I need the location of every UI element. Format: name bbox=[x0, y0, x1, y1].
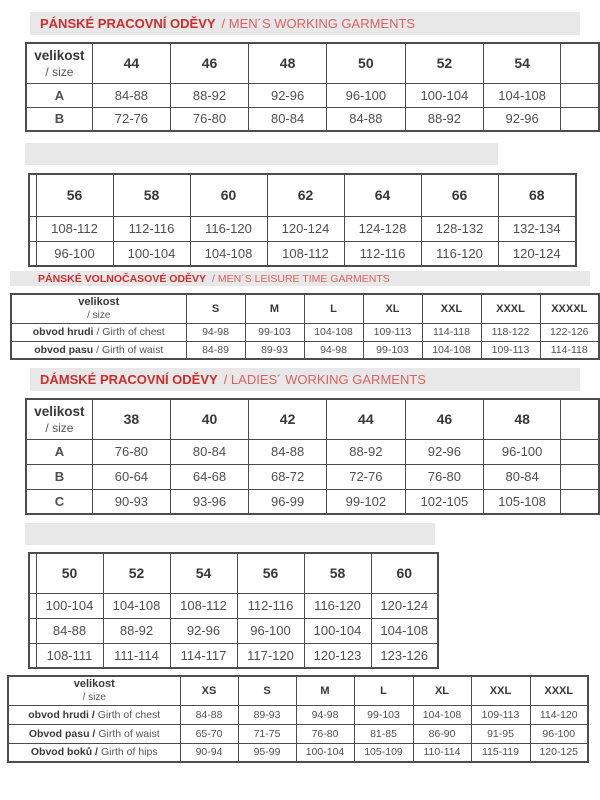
separator-bar bbox=[25, 143, 498, 165]
size-cell: XL bbox=[363, 294, 422, 323]
size-cell: XS bbox=[180, 676, 238, 705]
size-cell: 58 bbox=[113, 174, 190, 216]
value-cell: 120-125 bbox=[530, 743, 588, 762]
size-header-cell bbox=[26, 43, 92, 83]
row-label: C bbox=[26, 489, 92, 514]
row-label: A bbox=[26, 439, 92, 464]
value-cell: 112-116 bbox=[113, 216, 190, 241]
row-label: A bbox=[26, 83, 92, 107]
value-cell: 118-122 bbox=[481, 323, 540, 341]
size-cell: 60 bbox=[190, 174, 267, 216]
men-working-table-part1 bbox=[25, 42, 600, 132]
row-label: B bbox=[26, 107, 92, 131]
value-cell: 94-98 bbox=[186, 323, 245, 341]
value-cell: 95-99 bbox=[238, 743, 296, 762]
value-cell: 120-124 bbox=[267, 216, 344, 241]
measure-label: Obvod boků / Girth of hips bbox=[8, 743, 180, 762]
ladies-working-table-part2 bbox=[28, 552, 439, 669]
value-cell: 104-108 bbox=[413, 705, 471, 724]
value-cell: 64-68 bbox=[170, 464, 248, 489]
value-cell: 108-112 bbox=[36, 216, 113, 241]
value-cell: 84-88 bbox=[36, 618, 103, 643]
value-cell: 114-117 bbox=[170, 643, 237, 668]
value-cell: 89-93 bbox=[238, 705, 296, 724]
value-cell: 100-104 bbox=[36, 593, 103, 618]
size-header-en: / size bbox=[45, 65, 74, 80]
size-cell: 42 bbox=[249, 399, 327, 439]
cut-cell bbox=[29, 174, 36, 216]
men-working-title-en: / MEN´S WORKING GARMENTS bbox=[221, 16, 416, 31]
value-cell: 99-103 bbox=[363, 341, 422, 359]
value-cell: 96-100 bbox=[484, 439, 561, 464]
value-cell: 84-88 bbox=[327, 107, 405, 131]
size-cell: 50 bbox=[36, 553, 103, 593]
value-cell: 115-119 bbox=[471, 743, 530, 762]
size-header-en: / size bbox=[87, 309, 111, 321]
size-cell: 46 bbox=[405, 399, 484, 439]
size-cell: 66 bbox=[421, 174, 498, 216]
row-label: B bbox=[26, 464, 92, 489]
size-cell: 44 bbox=[327, 399, 405, 439]
size-cell: 56 bbox=[36, 174, 113, 216]
value-cell: 104-108 bbox=[304, 323, 363, 341]
value-cell: 72-76 bbox=[327, 464, 405, 489]
size-cell: 60 bbox=[371, 553, 438, 593]
value-cell: 102-105 bbox=[405, 489, 484, 514]
size-cell: 56 bbox=[237, 553, 304, 593]
size-cell: XXXXL bbox=[540, 294, 599, 323]
size-cell: 50 bbox=[327, 43, 405, 83]
size-cell: S bbox=[186, 294, 245, 323]
measure-label: obvod hrudi / Girth of chest bbox=[8, 705, 180, 724]
value-cell: 96-100 bbox=[530, 724, 588, 743]
value-cell: 71-75 bbox=[238, 724, 296, 743]
value-cell: 99-102 bbox=[327, 489, 405, 514]
cut-cell bbox=[29, 618, 36, 643]
value-cell: 104-108 bbox=[371, 618, 438, 643]
value-cell: 86-90 bbox=[413, 724, 471, 743]
value-cell: 110-114 bbox=[413, 743, 471, 762]
value-cell: 112-116 bbox=[237, 593, 304, 618]
ladies-working-title-cs: DÁMSKÉ PRACOVNÍ ODĚVY bbox=[40, 372, 218, 387]
value-cell: 120-123 bbox=[304, 643, 371, 668]
separator-bar bbox=[25, 523, 435, 545]
size-header-cell bbox=[8, 676, 180, 705]
cut-cell bbox=[29, 643, 36, 668]
size-header-en: / size bbox=[45, 421, 74, 436]
value-cell: 91-95 bbox=[471, 724, 530, 743]
size-cell: XXXL bbox=[530, 676, 588, 705]
measure-label: obvod pasu / Girth of waist bbox=[11, 341, 186, 359]
men-leisure-title-bar bbox=[10, 271, 590, 286]
value-cell: 128-132 bbox=[421, 216, 498, 241]
ladies-working-title-en: / LADIES´ WORKING GARMENTS bbox=[223, 372, 426, 387]
value-cell: 99-103 bbox=[245, 323, 304, 341]
value-cell: 109-113 bbox=[471, 705, 530, 724]
value-cell: 76-80 bbox=[296, 724, 354, 743]
men-working-title-cs: PÁNSKÉ PRACOVNÍ ODĚVY bbox=[40, 16, 216, 31]
value-cell: 111-114 bbox=[103, 643, 170, 668]
men-working-table-part2 bbox=[28, 173, 577, 267]
size-header-cs: velikost bbox=[34, 47, 85, 63]
size-header-cell bbox=[26, 399, 92, 439]
size-cell: 48 bbox=[249, 43, 327, 83]
value-cell: 114-118 bbox=[540, 341, 599, 359]
value-cell: 94-98 bbox=[304, 341, 363, 359]
size-cell: 58 bbox=[304, 553, 371, 593]
size-cell: M bbox=[296, 676, 354, 705]
cut-cell bbox=[561, 107, 599, 131]
size-cell: 68 bbox=[498, 174, 576, 216]
value-cell: 84-88 bbox=[249, 439, 327, 464]
value-cell: 108-112 bbox=[267, 241, 344, 266]
value-cell: 72-76 bbox=[92, 107, 170, 131]
value-cell: 76-80 bbox=[170, 107, 248, 131]
value-cell: 94-98 bbox=[296, 705, 354, 724]
size-header-cs: velikost bbox=[73, 678, 115, 691]
men-working-title-bar bbox=[30, 12, 580, 35]
size-header-en: / size bbox=[82, 691, 106, 703]
value-cell: 108-111 bbox=[36, 643, 103, 668]
value-cell: 105-108 bbox=[484, 489, 561, 514]
size-cell: 54 bbox=[170, 553, 237, 593]
size-header-cs: velikost bbox=[34, 403, 85, 419]
cut-cell bbox=[29, 593, 36, 618]
value-cell: 108-112 bbox=[170, 593, 237, 618]
size-cell: 52 bbox=[103, 553, 170, 593]
value-cell: 90-93 bbox=[92, 489, 170, 514]
value-cell: 100-104 bbox=[405, 83, 484, 107]
cut-cell bbox=[29, 216, 36, 241]
value-cell: 92-96 bbox=[249, 83, 327, 107]
men-leisure-table bbox=[10, 293, 600, 360]
value-cell: 99-103 bbox=[354, 705, 413, 724]
value-cell: 100-104 bbox=[296, 743, 354, 762]
size-cell: XXL bbox=[471, 676, 530, 705]
value-cell: 96-100 bbox=[327, 83, 405, 107]
size-header-cs: velikost bbox=[78, 296, 120, 309]
value-cell: 132-134 bbox=[498, 216, 576, 241]
value-cell: 116-120 bbox=[190, 216, 267, 241]
value-cell: 60-64 bbox=[92, 464, 170, 489]
value-cell: 84-89 bbox=[186, 341, 245, 359]
value-cell: 116-120 bbox=[304, 593, 371, 618]
size-cell: L bbox=[354, 676, 413, 705]
men-leisure-title-en: / MEN´S LEISURE TIME GARMENTS bbox=[212, 272, 390, 285]
size-header-cell bbox=[11, 294, 186, 323]
size-cell: L bbox=[304, 294, 363, 323]
ladies-measure-table bbox=[7, 675, 589, 763]
value-cell: 65-70 bbox=[180, 724, 238, 743]
value-cell: 112-116 bbox=[344, 241, 421, 266]
value-cell: 80-84 bbox=[170, 439, 248, 464]
value-cell: 84-88 bbox=[92, 83, 170, 107]
value-cell: 104-108 bbox=[422, 341, 481, 359]
value-cell: 89-93 bbox=[245, 341, 304, 359]
value-cell: 92-96 bbox=[170, 618, 237, 643]
value-cell: 120-124 bbox=[371, 593, 438, 618]
value-cell: 100-104 bbox=[113, 241, 190, 266]
value-cell: 114-120 bbox=[530, 705, 588, 724]
value-cell: 104-108 bbox=[190, 241, 267, 266]
size-cell: 40 bbox=[170, 399, 248, 439]
value-cell: 104-108 bbox=[484, 83, 561, 107]
value-cell: 124-128 bbox=[344, 216, 421, 241]
cut-cell bbox=[29, 241, 36, 266]
cut-cell bbox=[561, 464, 599, 489]
value-cell: 96-99 bbox=[249, 489, 327, 514]
cut-cell bbox=[29, 553, 36, 593]
value-cell: 109-113 bbox=[363, 323, 422, 341]
size-cell: M bbox=[245, 294, 304, 323]
cut-cell bbox=[561, 489, 599, 514]
value-cell: 88-92 bbox=[405, 107, 484, 131]
value-cell: 76-80 bbox=[405, 464, 484, 489]
men-leisure-title-cs: PÁNSKÉ VOLNOČASOVÉ ODĚVY bbox=[38, 272, 207, 285]
ladies-working-title-bar bbox=[30, 368, 580, 391]
size-cell: 44 bbox=[92, 43, 170, 83]
value-cell: 88-92 bbox=[170, 83, 248, 107]
size-cell: 46 bbox=[170, 43, 248, 83]
value-cell: 80-84 bbox=[249, 107, 327, 131]
value-cell: 93-96 bbox=[170, 489, 248, 514]
value-cell: 109-113 bbox=[481, 341, 540, 359]
size-cell: XXXL bbox=[481, 294, 540, 323]
value-cell: 104-108 bbox=[103, 593, 170, 618]
value-cell: 123-126 bbox=[371, 643, 438, 668]
value-cell: 116-120 bbox=[421, 241, 498, 266]
cut-cell bbox=[561, 43, 599, 83]
value-cell: 88-92 bbox=[103, 618, 170, 643]
measure-label: obvod hrudi / Girth of chest bbox=[11, 323, 186, 341]
value-cell: 80-84 bbox=[484, 464, 561, 489]
value-cell: 84-88 bbox=[180, 705, 238, 724]
value-cell: 88-92 bbox=[327, 439, 405, 464]
size-cell: 62 bbox=[267, 174, 344, 216]
size-cell: S bbox=[238, 676, 296, 705]
cut-cell bbox=[561, 399, 599, 439]
value-cell: 120-124 bbox=[498, 241, 576, 266]
value-cell: 122-126 bbox=[540, 323, 599, 341]
size-cell: 48 bbox=[484, 399, 561, 439]
size-cell: XL bbox=[413, 676, 471, 705]
size-cell: 54 bbox=[484, 43, 561, 83]
value-cell: 90-94 bbox=[180, 743, 238, 762]
size-cell: XXL bbox=[422, 294, 481, 323]
cut-cell bbox=[561, 439, 599, 464]
value-cell: 100-104 bbox=[304, 618, 371, 643]
ladies-working-table-part1 bbox=[25, 398, 600, 515]
measure-label: Obvod pasu / Girth of waist bbox=[8, 724, 180, 743]
value-cell: 117-120 bbox=[237, 643, 304, 668]
value-cell: 81-85 bbox=[354, 724, 413, 743]
value-cell: 68-72 bbox=[249, 464, 327, 489]
size-cell: 38 bbox=[92, 399, 170, 439]
size-cell: 52 bbox=[405, 43, 484, 83]
value-cell: 92-96 bbox=[405, 439, 484, 464]
value-cell: 105-109 bbox=[354, 743, 413, 762]
value-cell: 96-100 bbox=[36, 241, 113, 266]
value-cell: 92-96 bbox=[484, 107, 561, 131]
value-cell: 76-80 bbox=[92, 439, 170, 464]
size-cell: 64 bbox=[344, 174, 421, 216]
value-cell: 96-100 bbox=[237, 618, 304, 643]
value-cell: 114-118 bbox=[422, 323, 481, 341]
cut-cell bbox=[561, 83, 599, 107]
